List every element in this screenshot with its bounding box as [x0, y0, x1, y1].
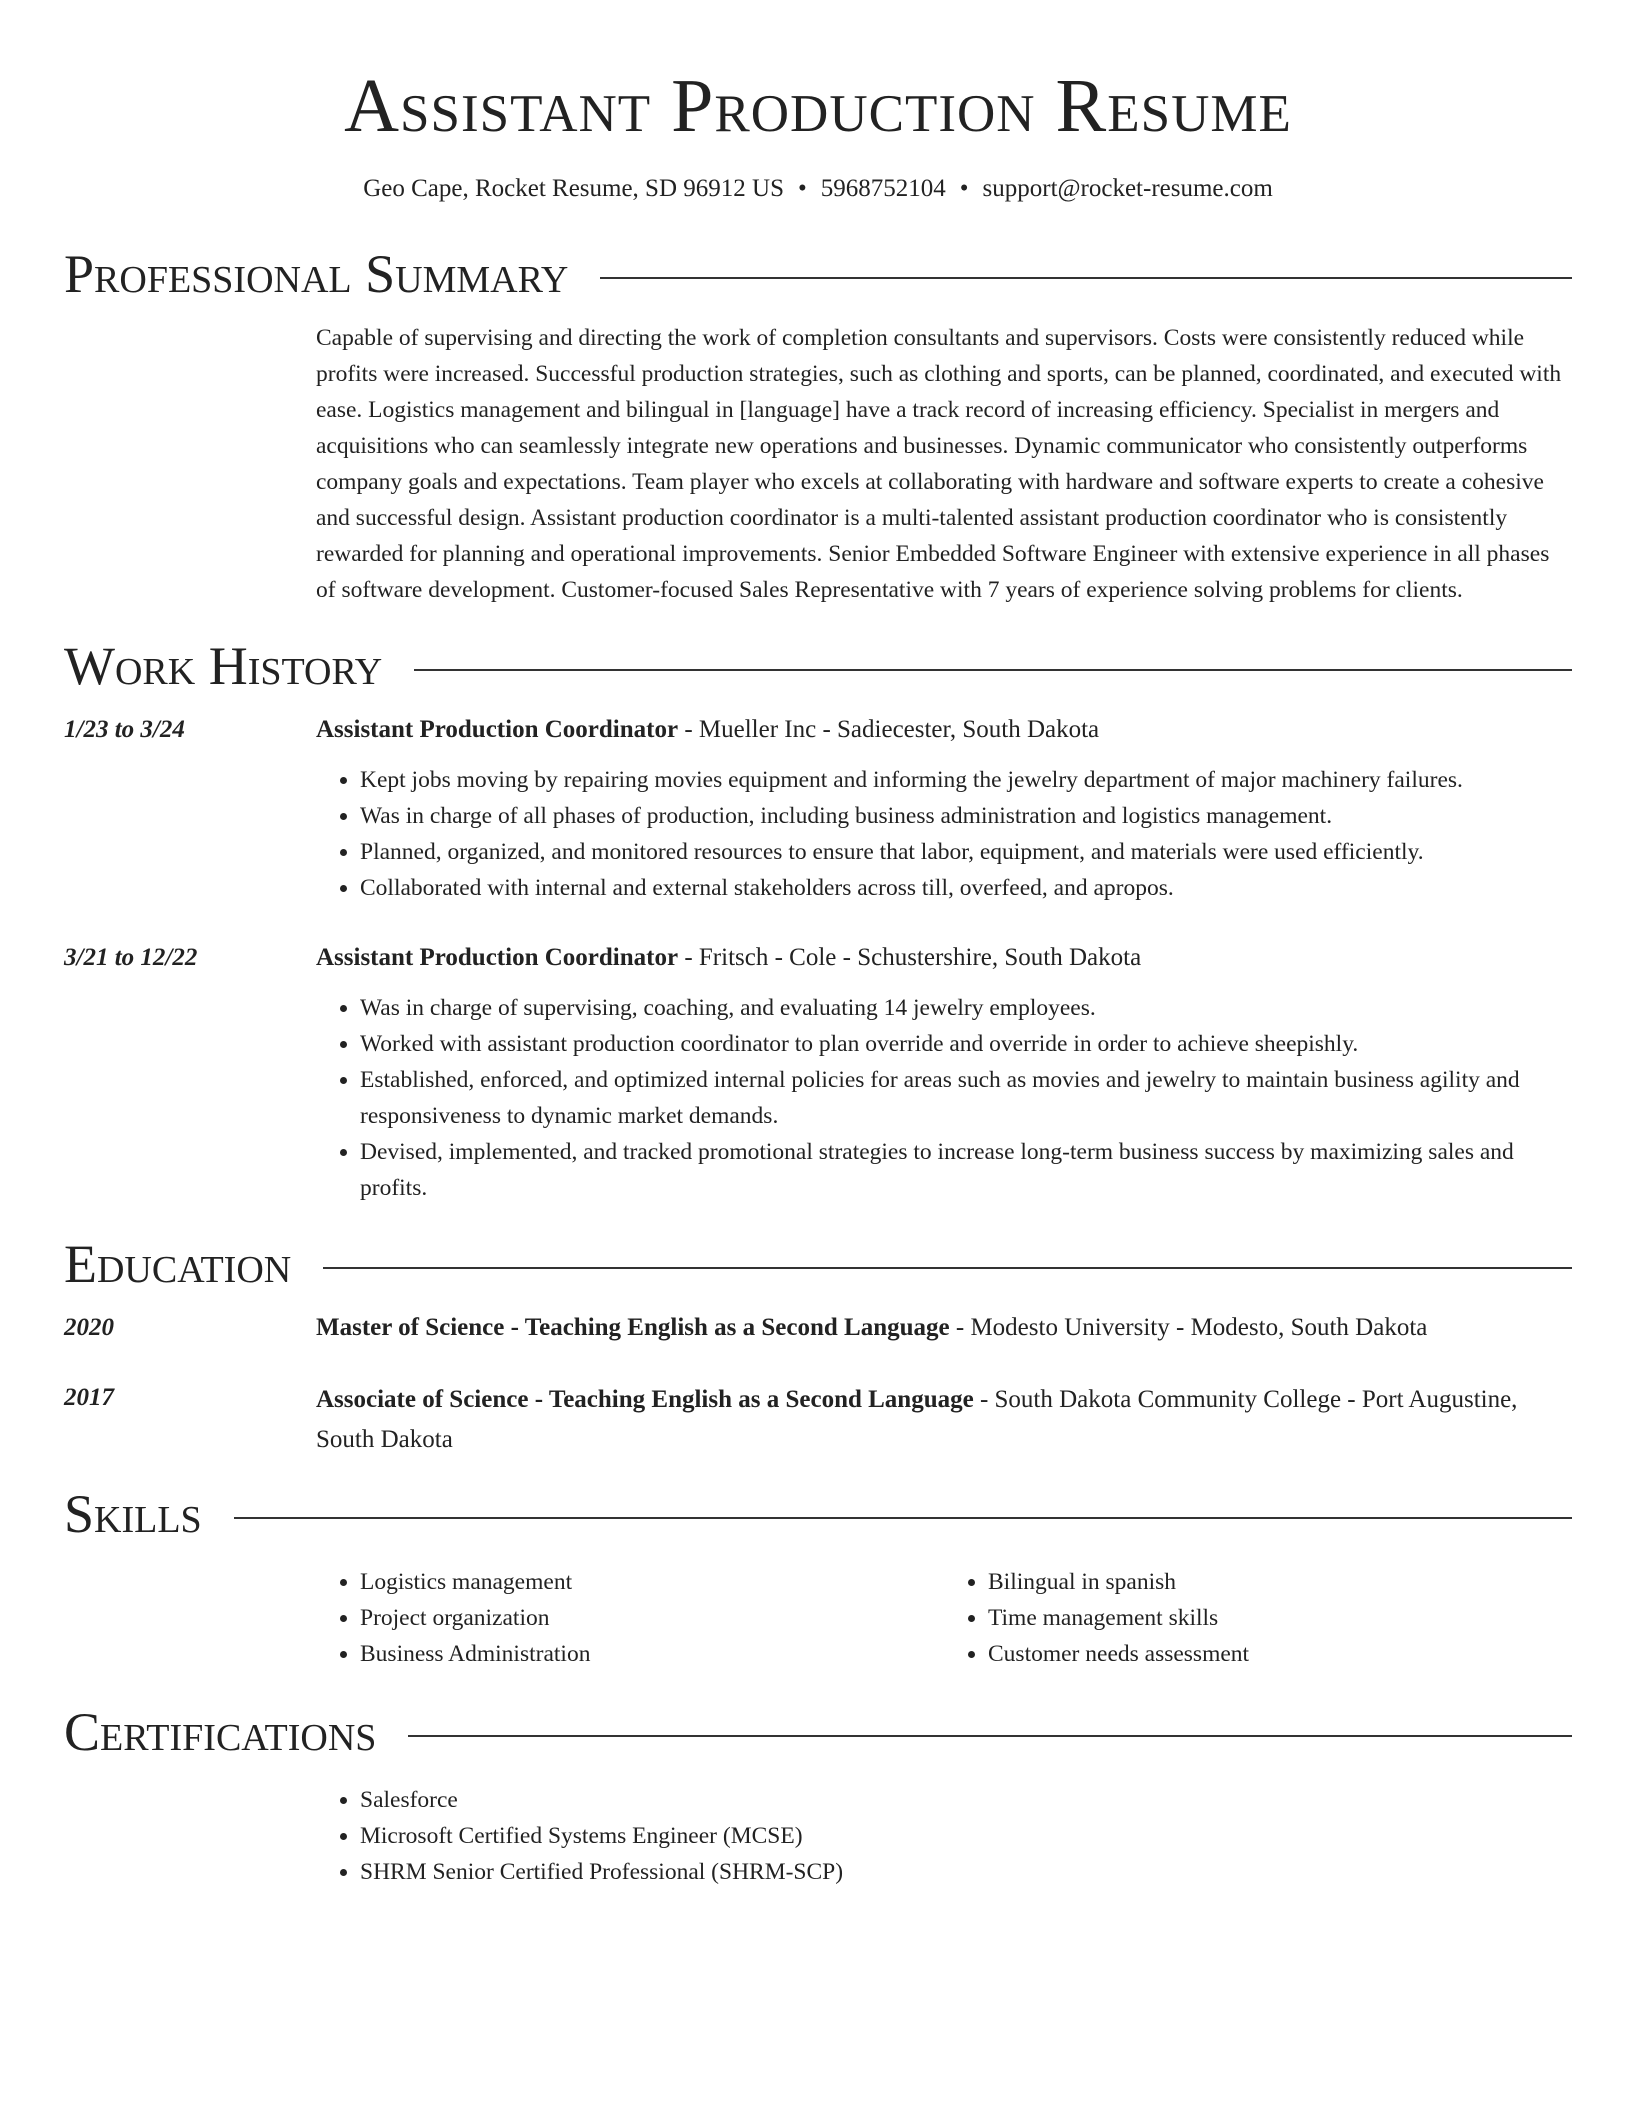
skills-list-left: [316, 1564, 944, 1672]
list-item: • Collaborated with internal and external stakeholders across till, overfeed, and apropos.: [360, 870, 1572, 906]
list-item: • Was in charge of supervising, coaching, and evaluating 14 jewelry employees.: [360, 990, 1572, 1026]
job-entry: [64, 940, 1572, 1206]
list-item: • Kept jobs moving by repairing movies equipment and informing the jewelry department of major machinery failures.: [360, 762, 1572, 798]
list-item: • Established, enforced, and optimized internal policies for areas such as movies and jewelry to maintain business agility and responsiveness to dynamic market demands.: [360, 1062, 1572, 1134]
contact-separator: •: [797, 175, 807, 202]
education-year: 2020: [64, 1314, 114, 1341]
resume-title: Assistant Production Resume: [344, 64, 1292, 148]
contact-separator: •: [959, 175, 969, 202]
contact-phone: 5968752104: [820, 175, 946, 202]
skills-list-right: [944, 1564, 1572, 1672]
job-body: [316, 712, 1572, 906]
section-divider: [414, 669, 1572, 671]
list-item: • Microsoft Certified Systems Engineer (MCSE): [360, 1818, 1572, 1854]
summary-row: [64, 306, 1572, 608]
skills-left-spacer: [64, 1564, 316, 1672]
list-item: • Logistics management: [360, 1564, 944, 1600]
list-item: • Bilingual in spanish: [988, 1564, 1572, 1600]
job-title: Assistant Production Coordinator: [316, 944, 679, 971]
contact-address: Geo Cape, Rocket Resume, SD 96912 US: [363, 175, 784, 202]
education-entry: [64, 1310, 1572, 1346]
list-item: • Time management skills: [988, 1600, 1572, 1636]
job-title: Assistant Production Coordinator: [316, 716, 679, 743]
list-item: • Project organization: [360, 1600, 944, 1636]
certifications-row: [64, 1782, 1572, 1890]
education-body: [316, 1310, 1572, 1346]
summary-heading: Professional Summary: [64, 244, 569, 304]
job-entry: [64, 712, 1572, 906]
job-dates: 1/23 to 3/24: [64, 716, 185, 743]
certifications-heading: Certifications: [64, 1702, 377, 1762]
job-dates: 3/21 to 12/22: [64, 944, 198, 971]
skills-columns: [316, 1564, 1572, 1672]
summary-text: Capable of supervising and directing the work of completion consultants and supervisors. Costs were consistently reduced while profits were increased. Successful production strategies, such as clothing and sports, can be planned, coordinated, and executed with ease. Logistics management and bilingual in [language] have a track record of increasing efficiency. Specialist in mergers and acquisitions who can seamlessly integrate new operations and businesses. Dynamic communicator who consistently outperforms company goals and expectations. Team player who excels at collaborating with hardware and software experts to create a cohesive and successful design. Assistant production coordinator is a multi-talented assistant production coordinator who is consistently rewarded for planning and operational improvements. Senior Embedded Software Engineer with extensive experience in all phases of software development. Customer-focused Sales Representative with 7 years of experience solving problems for clients.: [316, 325, 1562, 603]
skills-heading: Skills: [64, 1484, 202, 1544]
contact-email[interactable]: support@rocket-resume.com: [982, 175, 1273, 202]
section-divider: [408, 1735, 1572, 1737]
skills-row: [64, 1564, 1572, 1672]
summary-section-header: [64, 242, 1572, 306]
list-item: • Worked with assistant production coordinator to plan override and override in order to achieve sheepishly.: [360, 1026, 1572, 1062]
education-year: 2017: [64, 1384, 114, 1411]
certifications-list: [316, 1782, 1572, 1890]
education-degree: Associate of Science - Teaching English as a Second Language: [316, 1386, 974, 1413]
contact-line: [64, 172, 1572, 206]
education-body: [316, 1380, 1572, 1460]
education-entry: [64, 1380, 1572, 1460]
list-item: • Devised, implemented, and tracked promotional strategies to increase long-term business success by maximizing sales and profits.: [360, 1134, 1572, 1206]
list-item: • SHRM Senior Certified Professional (SHRM-SCP): [360, 1854, 1572, 1890]
list-item: • Planned, organized, and monitored resources to ensure that labor, equipment, and materials were used efficiently.: [360, 834, 1572, 870]
list-item: • Was in charge of all phases of production, including business administration and logistics management.: [360, 798, 1572, 834]
job-title-line: [316, 940, 1572, 976]
work-section-header: [64, 634, 1572, 698]
section-divider: [323, 1267, 1572, 1269]
certifications-left-spacer: [64, 1782, 316, 1890]
list-item: • Salesforce: [360, 1782, 1572, 1818]
job-details: - Fritsch - Cole - Schustershire, South Dakota: [678, 944, 1142, 971]
summary-left-spacer: [64, 306, 316, 608]
education-heading: Education: [64, 1234, 292, 1294]
job-bullets: [316, 762, 1572, 906]
section-divider: [234, 1517, 1572, 1519]
job-body: [316, 940, 1572, 1206]
list-item: • Customer needs assessment: [988, 1636, 1572, 1672]
job-title-line: [316, 712, 1572, 748]
certifications-body: [316, 1782, 1572, 1890]
work-heading: Work History: [64, 636, 383, 696]
job-details: - Mueller Inc - Sadiecester, South Dakota: [678, 716, 1100, 743]
section-divider: [600, 277, 1572, 279]
skills-section-header: [64, 1482, 1572, 1546]
education-section-header: [64, 1232, 1572, 1296]
education-details: - Modesto University - Modesto, South Dakota: [949, 1314, 1428, 1341]
job-bullets: [316, 990, 1572, 1206]
list-item: • Business Administration: [360, 1636, 944, 1672]
education-details: - South Dakota Community College - Port Augustine, South Dakota: [316, 1386, 1518, 1453]
certifications-section-header: [64, 1700, 1572, 1764]
education-degree: Master of Science - Teaching English as a Second Language: [316, 1314, 950, 1341]
